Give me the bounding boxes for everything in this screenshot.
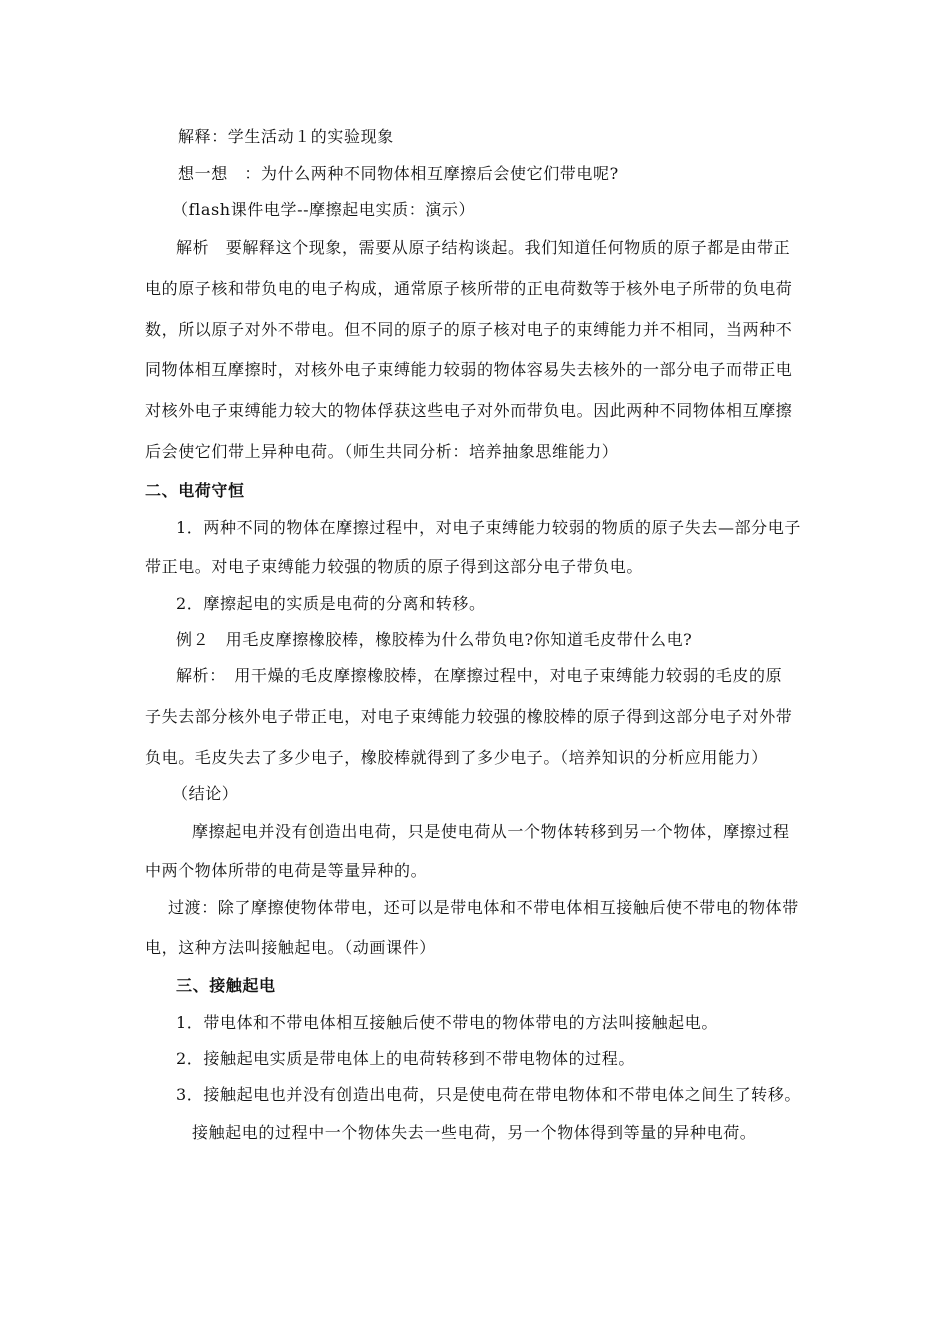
example-analysis-line: 子失去部分核外电子带正电，对电子束缚能力较强的橡胶棒的原子得到这部分电子对外带 (145, 707, 793, 726)
analysis-paragraph-line: 同物体相互摩擦时，对核外电子束缚能力较弱的物体容易失去核外的一部分电子而带正电 (145, 360, 793, 379)
section-heading-contact-electrification: 三、接触起电 (176, 976, 276, 995)
point-1-line: 1．两种不同的物体在摩擦过程中，对电子束缚能力较弱的物质的原子失去—部分电子 (176, 518, 801, 537)
contact-point-3: 3．接触起电也并没有创造出电荷，只是使电荷在带电物体和不带电体之间生了转移。 (176, 1085, 801, 1104)
analysis-paragraph-line: 电的原子核和带负电的电子构成，通常原子核所带的正电荷数等于核外电子所带的负电荷 (145, 279, 793, 298)
transition-line: 电，这种方法叫接触起电。（动画课件） (145, 938, 436, 957)
analysis-paragraph-line: 解析 要解释这个现象，需要从原子结构谈起。我们知道任何物质的原子都是由带正 (176, 238, 791, 257)
analysis-paragraph-line: 数，所以原子对外不带电。但不同的原子的原子核对电子的束缚能力并不相同，当两种不 (145, 320, 793, 339)
think-question: 想一想 ：为什么两种不同物体相互摩擦后会使它们带电呢? (178, 164, 619, 183)
example-analysis-line: 负电。毛皮失去了多少电子，橡胶棒就得到了多少电子。（培养知识的分析应用能力） (145, 748, 768, 767)
conclusion-line: 摩擦起电并没有创造出电荷，只是使电荷从一个物体转移到另一个物体，摩擦过程 (192, 822, 790, 841)
contact-summary: 接触起电的过程中一个物体失去一些电荷，另一个物体得到等量的异种电荷。 (192, 1123, 757, 1142)
contact-point-1: 1．带电体和不带电体相互接触后使不带电的物体带电的方法叫接触起电。 (176, 1013, 718, 1032)
point-1-line: 带正电。对电子束缚能力较强的物质的原子得到这部分电子带负电。 (145, 557, 644, 576)
point-2: 2．摩擦起电的实质是电荷的分离和转移。 (176, 594, 486, 613)
conclusion-label: （结论） (172, 784, 239, 803)
example-2: 例２ 用毛皮摩擦橡胶棒，橡胶棒为什么带负电?你知道毛皮带什么电? (176, 630, 693, 649)
explanation-line: 解释：学生活动１的实验现象 (178, 127, 394, 146)
contact-point-2: 2．接触起电实质是带电体上的电荷转移到不带电物体的过程。 (176, 1049, 635, 1068)
analysis-paragraph-line: 对核外电子束缚能力较大的物体俘获这些电子对外而带负电。因此两种不同物体相互摩擦 (145, 401, 793, 420)
example-analysis-line: 解析： 用干燥的毛皮摩擦橡胶棒，在摩擦过程中，对电子束缚能力较弱的毛皮的原 (176, 666, 783, 685)
courseware-note: （flash课件电学--摩擦起电实质：演示） (172, 200, 476, 219)
transition-line: 过渡：除了摩擦使物体带电，还可以是带电体和不带电体相互接触后使不带电的物体带 (168, 898, 799, 917)
conclusion-line: 中两个物体所带的电荷是等量异种的。 (145, 861, 428, 880)
section-heading-charge-conservation: 二、电荷守恒 (145, 481, 245, 500)
analysis-paragraph-line: 后会使它们带上异种电荷。（师生共同分析：培养抽象思维能力） (145, 442, 619, 461)
